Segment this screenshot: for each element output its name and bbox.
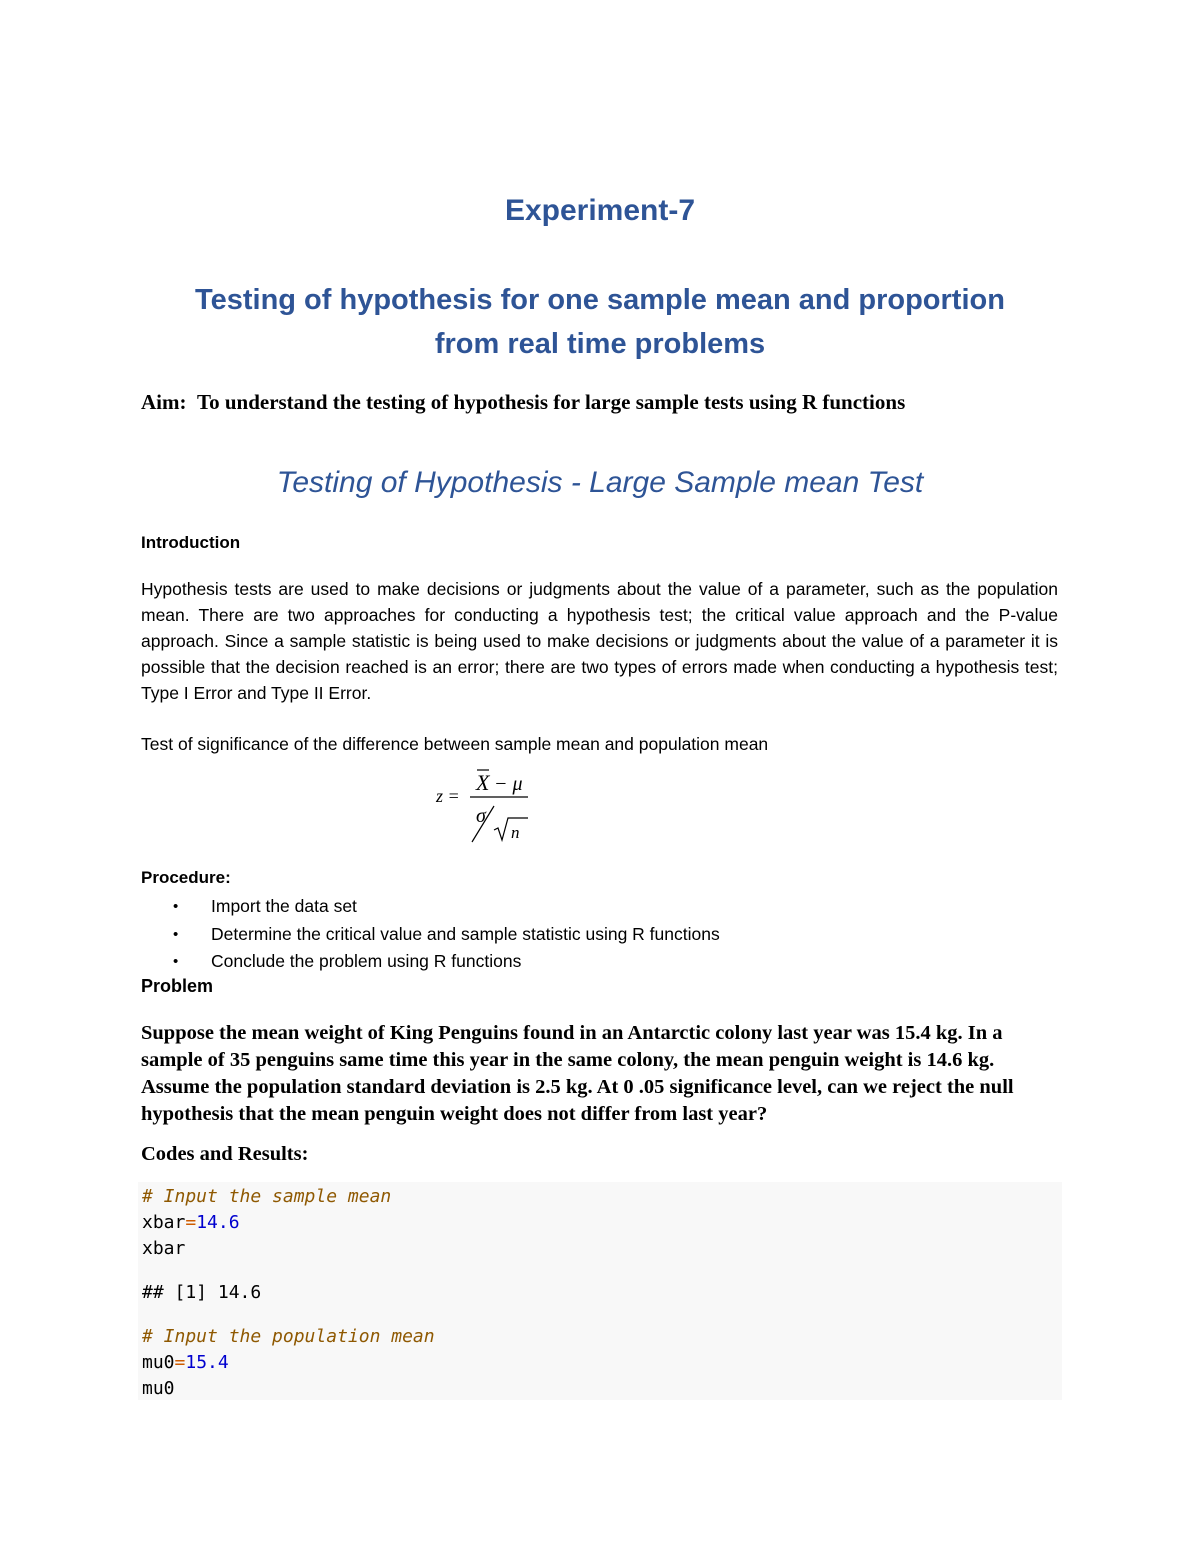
procedure-list xyxy=(141,893,720,976)
code-comment: # Input the sample mean xyxy=(142,1186,392,1207)
problem-heading: Problem xyxy=(141,976,214,996)
code-block xyxy=(138,1182,1062,1400)
code-output: ## [1] 14.6 xyxy=(142,1282,262,1303)
formula-numerator-x: X xyxy=(476,770,490,795)
main-title-line2: from real time problems xyxy=(434,328,766,360)
bullet: • xyxy=(173,953,179,970)
aim-label: Aim: xyxy=(141,390,187,414)
code-variable: xbar xyxy=(142,1212,186,1233)
formula-denominator-n: n xyxy=(511,823,520,842)
z-formula xyxy=(434,760,544,850)
experiment-title: Experiment-7 xyxy=(504,194,696,227)
problem-statement: Suppose the mean weight of King Penguins found in an Antarctic colony last year was 15.4 kg. In a sample of 35 penguins same time this year in the same colony, the mean penguin weight is 14.6 kg. Assume the population standard deviation is 2.5 kg. At 0 .05 significance level, can we reject the null hypothesis that the mean penguin weight does not differ from last year? xyxy=(141,1022,1014,1125)
formula-lhs: z = xyxy=(436,786,460,806)
code-line: xbar xyxy=(142,1238,186,1259)
procedure-item-text: Import the data set xyxy=(211,896,357,916)
code-line xyxy=(142,1352,229,1373)
list-item xyxy=(141,948,720,976)
bullet: • xyxy=(173,898,179,915)
code-operator: = xyxy=(185,1212,197,1233)
main-title-line1: Testing of hypothesis for one sample mean and proportion xyxy=(195,284,1005,316)
code-line xyxy=(142,1212,240,1233)
code-variable: mu0 xyxy=(142,1352,175,1373)
code-number: 15.4 xyxy=(185,1352,229,1373)
code-number: 14.6 xyxy=(196,1212,240,1233)
section-subtitle: Testing of Hypothesis - Large Sample mean Test xyxy=(276,466,924,499)
test-description: Test of significance of the difference between sample mean and population mean xyxy=(141,734,769,754)
procedure-item-text: Conclude the problem using R functions xyxy=(211,951,522,971)
bullet: • xyxy=(173,925,179,943)
list-item xyxy=(141,893,720,921)
formula-numerator-rest: − μ xyxy=(494,773,523,795)
code-comment: # Input the population mean xyxy=(142,1326,435,1347)
formula-denominator-sigma: σ xyxy=(476,805,486,827)
introduction-heading: Introduction xyxy=(141,533,241,552)
code-line: mu0 xyxy=(142,1378,175,1399)
procedure-item-text: Determine the critical value and sample statistic using R functions xyxy=(211,923,720,944)
code-operator: = xyxy=(174,1352,186,1373)
codes-results-heading: Codes and Results: xyxy=(141,1143,309,1165)
introduction-paragraph: Hypothesis tests are used to make decisions or judgments about the value of a parameter, such as the population mean. There are two approaches for conducting a hypothesis test; the critical value approach and the P-value approach. Since a sample statistic is being used to make decisions or judgments about the value of a parameter it is possible that the decision reached is an error; there are two types of errors made when conducting a hypothesis test; Type I Error and Type II Error. xyxy=(141,579,1058,703)
aim-text: To understand the testing of hypothesis for large sample tests using R functions xyxy=(197,390,906,414)
list-item xyxy=(141,921,720,949)
procedure-heading: Procedure: xyxy=(141,868,231,887)
aim-statement xyxy=(141,390,905,415)
